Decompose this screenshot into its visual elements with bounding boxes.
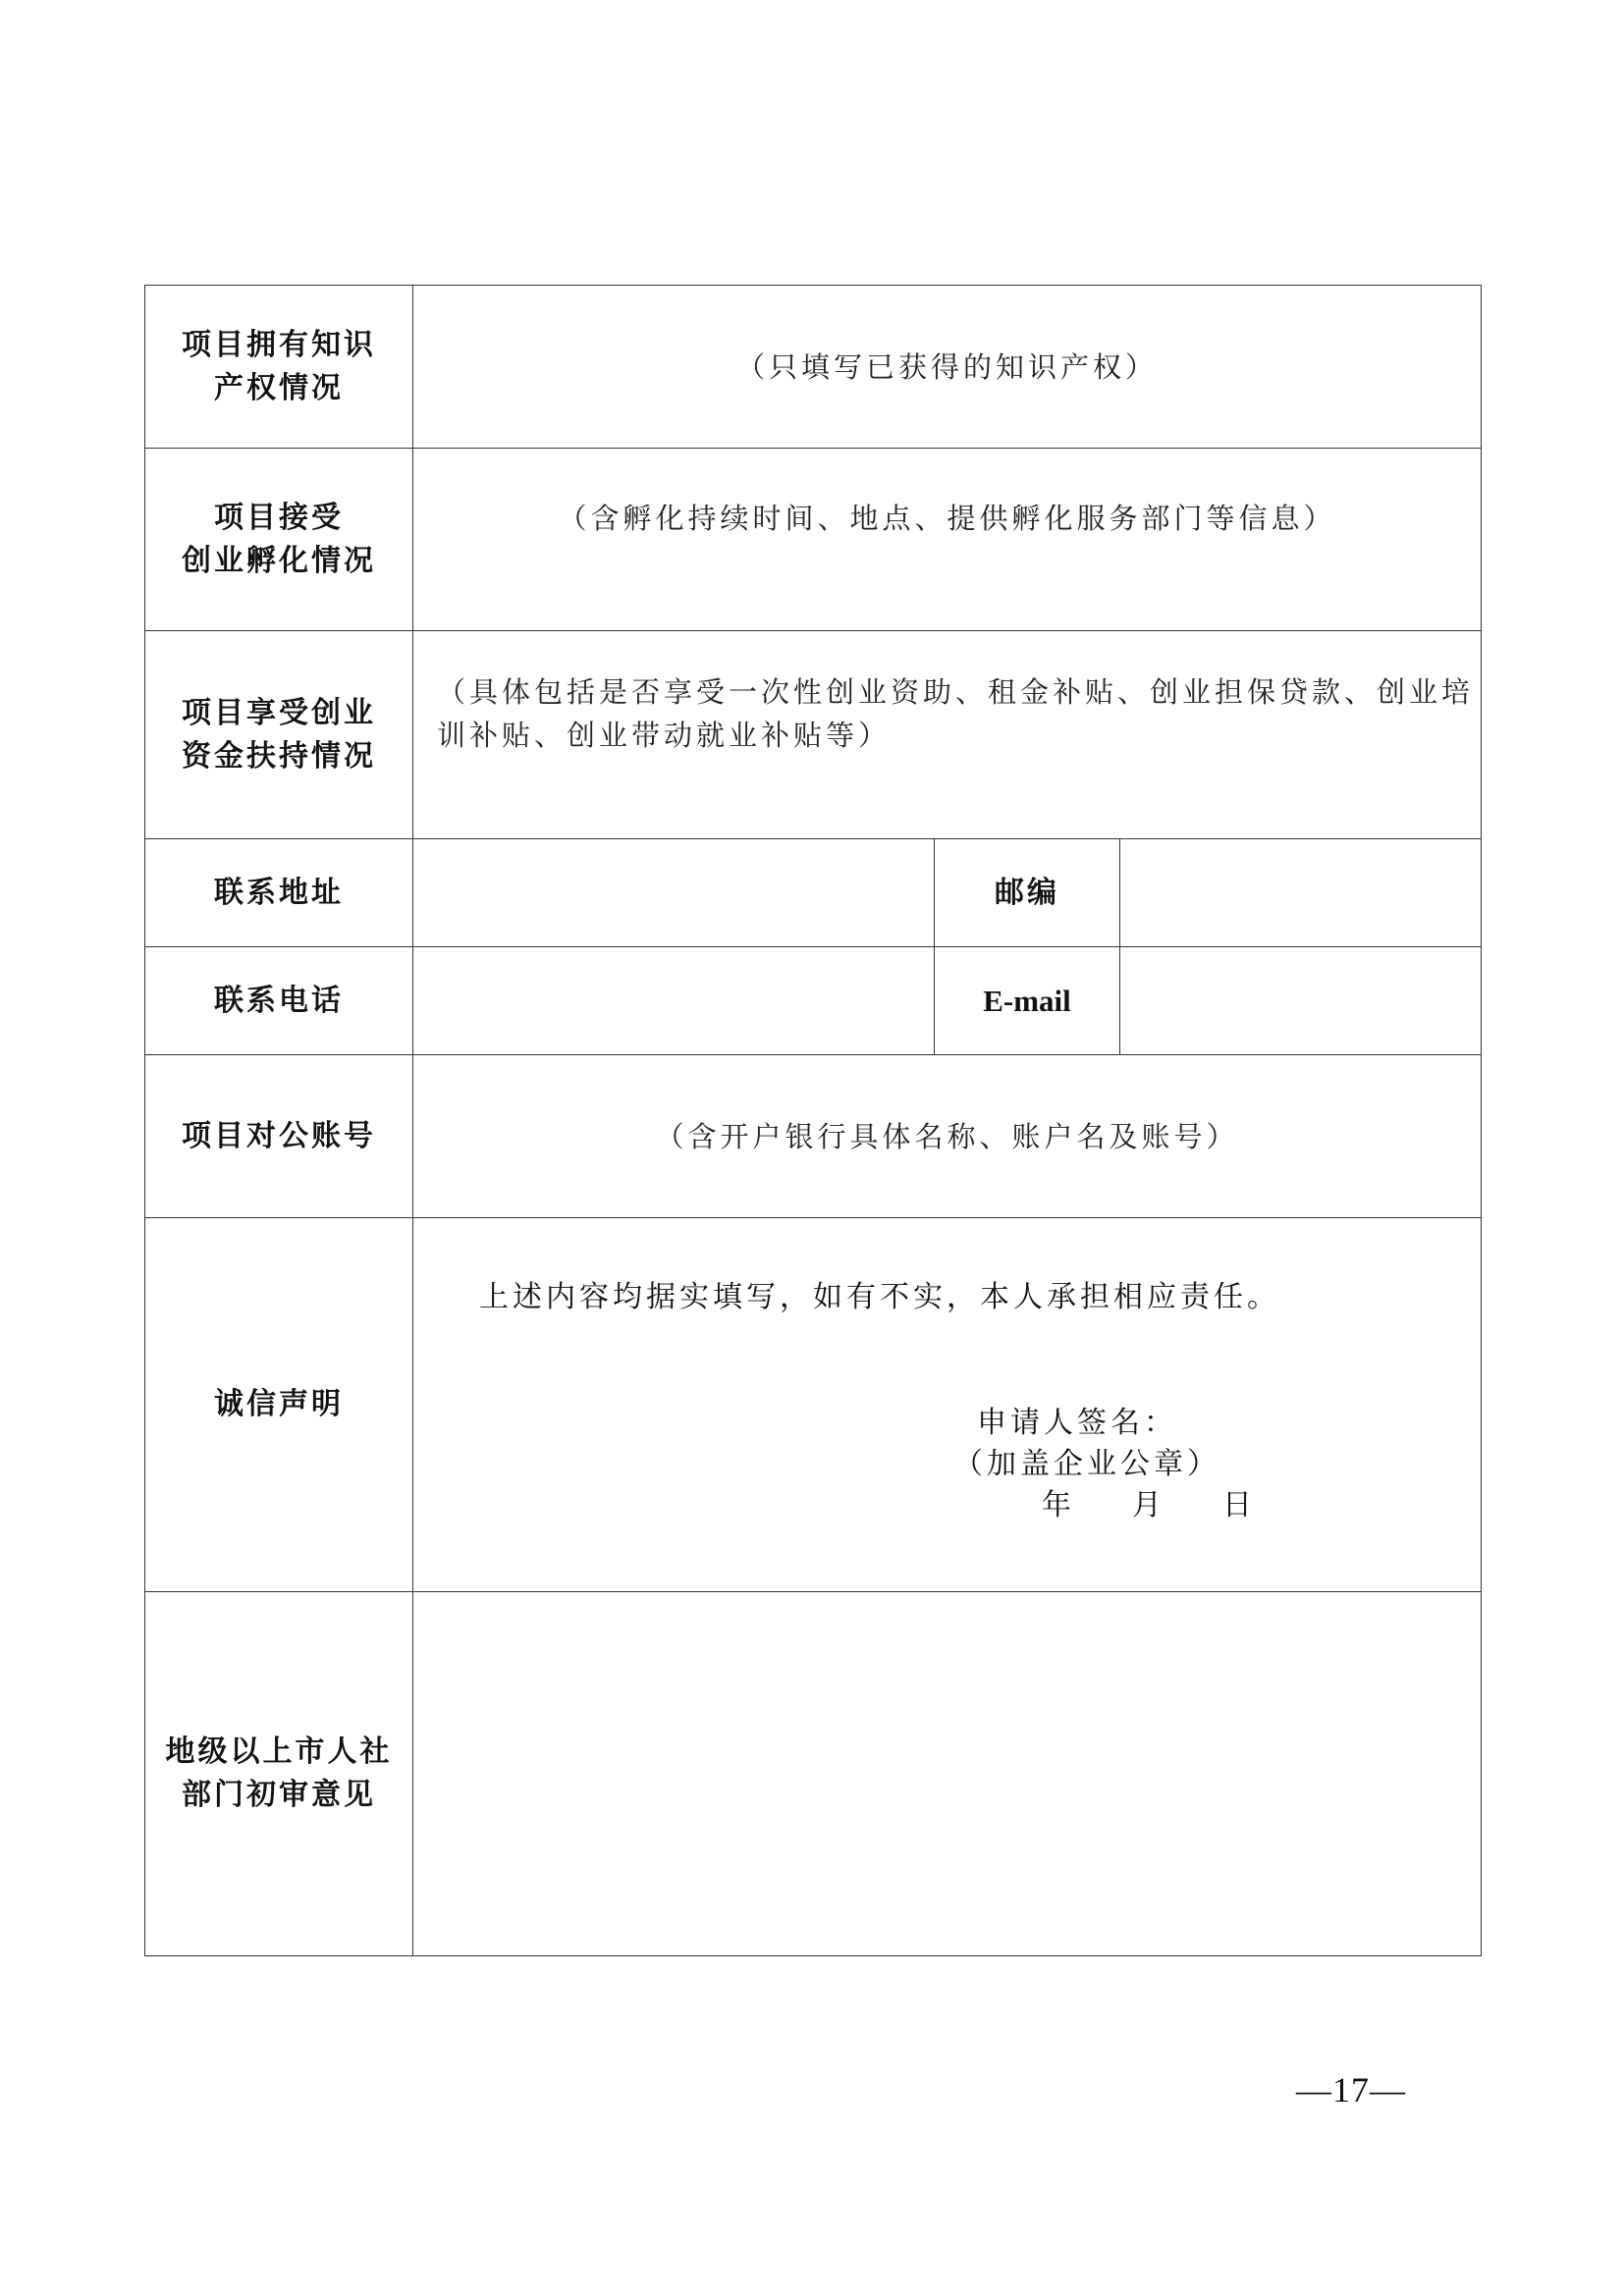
incubation-label-line1: 项目接受 <box>214 500 344 535</box>
review-label <box>145 1592 413 1956</box>
row-phone <box>145 947 1482 1055</box>
funding-field[interactable] <box>413 631 1482 839</box>
date-month: 月 <box>1132 1488 1165 1522</box>
email-field[interactable] <box>1120 947 1482 1055</box>
address-label: 联系地址 <box>145 839 413 947</box>
row-address <box>145 839 1482 947</box>
integrity-statement: 上述内容均据实填写，如有不实，本人承担相应责任。 <box>479 1280 1280 1314</box>
incubation-label-line2: 创业孵化情况 <box>182 543 376 578</box>
ip-label <box>145 286 413 449</box>
incubation-hint: （含孵化持续时间、地点、提供孵化服务部门等信息） <box>558 501 1336 535</box>
date-year: 年 <box>1042 1488 1075 1522</box>
ip-label-line2: 产权情况 <box>214 370 344 405</box>
row-incubation <box>145 449 1482 631</box>
date-day: 日 <box>1222 1488 1256 1522</box>
email-label: E-mail <box>935 947 1120 1055</box>
ip-hint: （只填写已获得的知识产权） <box>736 349 1159 384</box>
row-review <box>145 1592 1482 1956</box>
postcode-field[interactable] <box>1120 839 1482 947</box>
incubation-field[interactable] <box>413 449 1482 631</box>
review-label-line2: 部门初审意见 <box>182 1778 376 1812</box>
ip-label-line1: 项目拥有知识 <box>182 327 376 362</box>
address-field[interactable] <box>413 839 935 947</box>
funding-label-line2: 资金扶持情况 <box>182 738 376 774</box>
account-label: 项目对公账号 <box>145 1055 413 1218</box>
review-field[interactable] <box>413 1592 1482 1956</box>
ip-field[interactable] <box>413 286 1482 449</box>
review-label-line1: 地级以上市人社 <box>165 1735 393 1769</box>
funding-label-line1: 项目享受创业 <box>182 695 376 730</box>
account-hint: （含开户银行具体名称、账户名及账号） <box>655 1119 1239 1153</box>
sign-date <box>953 1485 1256 1526</box>
signature-block <box>953 1403 1256 1526</box>
incubation-label <box>145 449 413 631</box>
integrity-field <box>413 1218 1482 1592</box>
integrity-label: 诚信声明 <box>145 1218 413 1592</box>
row-integrity <box>145 1218 1482 1592</box>
phone-label: 联系电话 <box>145 947 413 1055</box>
application-form-table <box>144 285 1482 1956</box>
page-number: —17— <box>1296 2070 1406 2109</box>
postcode-label: 邮编 <box>935 839 1120 947</box>
phone-field[interactable] <box>413 947 935 1055</box>
account-field[interactable] <box>413 1055 1482 1218</box>
funding-hint-line1: （具体包括是否享受一次性创业资助、租金补贴、创业担保贷款、创业培 <box>437 674 1475 709</box>
row-account <box>145 1055 1482 1218</box>
seal-note: （加盖企业公章） <box>953 1447 1220 1481</box>
funding-label <box>145 631 413 839</box>
row-funding <box>145 631 1482 839</box>
signature-label: 申请人签名： <box>977 1406 1177 1440</box>
row-ip <box>145 286 1482 449</box>
funding-hint-line2: 训补贴、创业带动就业补贴等） <box>437 718 892 752</box>
